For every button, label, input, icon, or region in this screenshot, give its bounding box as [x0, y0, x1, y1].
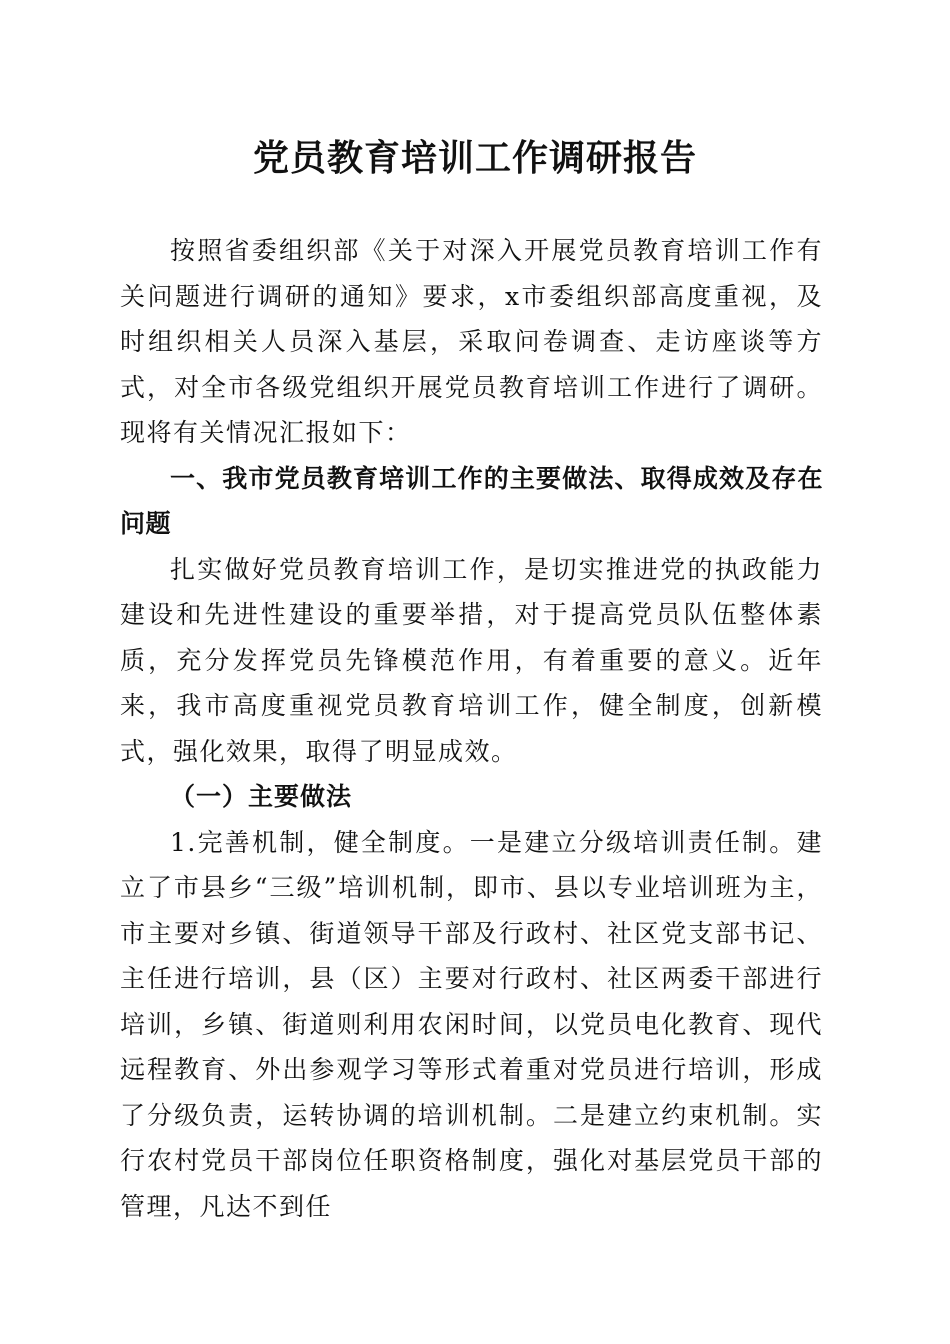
document-title: 党员教育培训工作调研报告 — [252, 137, 697, 179]
document-body — [120, 228, 823, 1229]
subsection-heading: （一）主要做法 — [170, 782, 353, 811]
section-intro-paragraph: 扎实做好党员教育培训工作，是切实推进党的执政能力建设和先进性建设的重要举措，对于提高党员队伍整体素质，充分发挥党员先锋模范作用，有着重要的意义。近年来，我市高度重视党员教育培训工作，健全制度，创新模式，强化效果，取得了明显成效。 — [120, 554, 823, 766]
body-paragraph: 1.完善机制，健全制度。一是建立分级培训责任制。建立了市县乡“三级”培训机制，即市、县以专业培训班为主，市主要对乡镇、街道领导干部及行政村、社区党支部书记、主任进行培训，县（区）主要对行政村、社区两委干部进行培训，乡镇、街道则利用农闲时间，以党员电化教育、现代远程教育、外出参观学习等形式着重对党员进行培训，形成了分级负责，运转协调的培训机制。二是建立约束机制。实行农村党员干部岗位任职资格制度，强化对基层党员干部的管理，凡达不到任 — [120, 827, 823, 1221]
section-heading-1: 一、我市党员教育培训工作的主要做法、取得成效及存在问题 — [120, 463, 823, 538]
intro-paragraph: 按照省委组织部《关于对深入开展党员教育培训工作有关问题进行调研的通知》要求，x市委组织部高度重视，及时组织相关人员深入基层，采取问卷调查、走访座谈等方式，对全市各级党组织开展党员教育培训工作进行了调研。现将有关情况汇报如下： — [120, 236, 823, 447]
